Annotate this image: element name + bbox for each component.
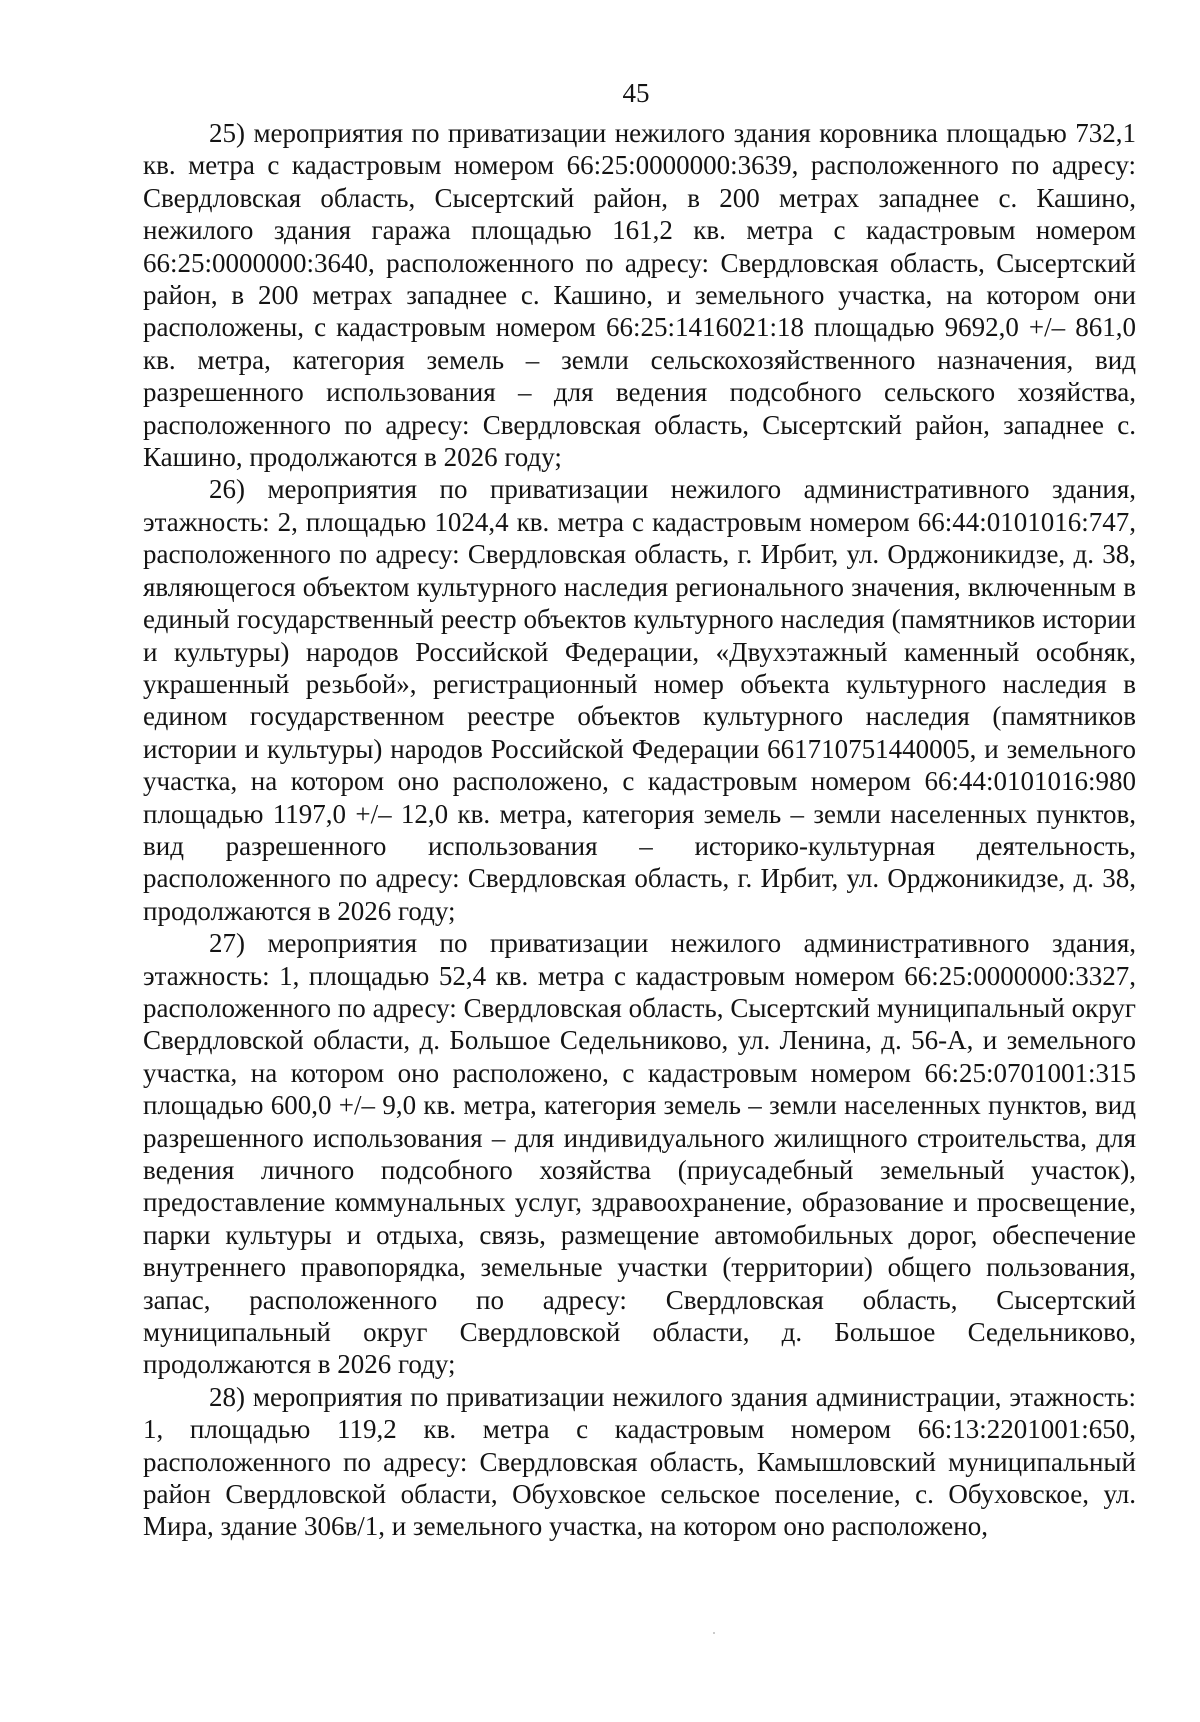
paragraph-item-27: 27) мероприятия по приватизации нежилого административного здания, этажность: 1, площадью 52,4 кв. метра с кадастровым номером 66:25:0000000:3327, расположенного по адресу: Свердловская область, Сысертский муниципальный округ Свердловской области, д. Большое Седельниково, ул. Ленина, д. 56-А, и земельного участка, на котором оно расположено, с кадастровым номером 66:25:0701001:315 площадью 600,0 +/– 9,0 кв. метра, категория земель – земли населенных пунктов, вид разрешенного использования – для индивидуального жилищного строительства, для ведения личного подсобного хозяйства (приусадебный земельный участок), предоставление коммунальных услуг, здравоохранение, образование и просвещение, парки культуры и отдыха, связь, размещение автомобильных дорог, обеспечение внутреннего правопорядка, земельные участки (территории) общего пользования, запас, расположенного по адресу: Свердловская область, Сысертский муниципальный округ Свердловской области, д. Большое Седельниково, продолжаются в 2026 году; xyxy=(143,928,1136,1380)
scan-speck xyxy=(713,1632,715,1634)
paragraph-item-26: 26) мероприятия по приватизации нежилого административного здания, этажность: 2, площадью 1024,4 кв. метра с кадастровым номером 66:44:0101016:747, расположенного по адресу: Свердловская область, г. Ирбит, ул. Орджоникидзе, д. 38, являющегося объектом культурного наследия регионального значения, включенным в единый государственный реестр объектов культурного наследия (памятников истории и культуры) народов Российской Федерации, «Двухэтажный каменный особняк, украшенный резьбой», регистрационный номер объекта культурного наследия в едином государственном реестре объектов культурного наследия (памятников истории и культуры) народов Российской Федерации 661710751440005, и земельного участка, на котором оно расположено, с кадастровым номером 66:44:0101016:980 площадью 1197,0 +/– 12,0 кв. метра, категория земель – земли населенных пунктов, вид разрешенного использования – историко-культурная деятельность, расположенного по адресу: Свердловская область, г. Ирбит, ул. Орджоникидзе, д. 38, продолжаются в 2026 году; xyxy=(143,474,1136,926)
page-number: 45 xyxy=(622,78,650,108)
document-body xyxy=(143,117,1136,1543)
paragraph-item-25: 25) мероприятия по приватизации нежилого здания коровника площадью 732,1 кв. метра с кадастровым номером 66:25:0000000:3639, расположенного по адресу: Свердловская область, Сысертский район, в 200 метрах западнее с. Кашино, нежилого здания гаража площадью 161,2 кв. метра с кадастровым номером 66:25:0000000:3640, расположенного по адресу: Свердловская область, Сысертский район, в 200 метрах западнее с. Кашино, и земельного участка, на котором они расположены, с кадастровым номером 66:25:1416021:18 площадью 9692,0 +/– 861,0 кв. метра, категория земель – земли сельскохозяйственного назначения, вид разрешенного использования – для ведения подсобного сельского хозяйства, расположенного по адресу: Свердловская область, Сысертский район, западнее с. Кашино, продолжаются в 2026 году; xyxy=(143,118,1136,473)
paragraph-item-28: 28) мероприятия по приватизации нежилого здания администрации, этажность: 1, площадью 119,2 кв. метра с кадастровым номером 66:13:2201001:650, расположенного по адресу: Свердловская область, Камышловский муниципальный район Свердловской области, Обуховское сельское поселение, с. Обуховское, ул. Мира, здание 306в/1, и земельного участка, на котором оно расположено, xyxy=(143,1381,1136,1542)
